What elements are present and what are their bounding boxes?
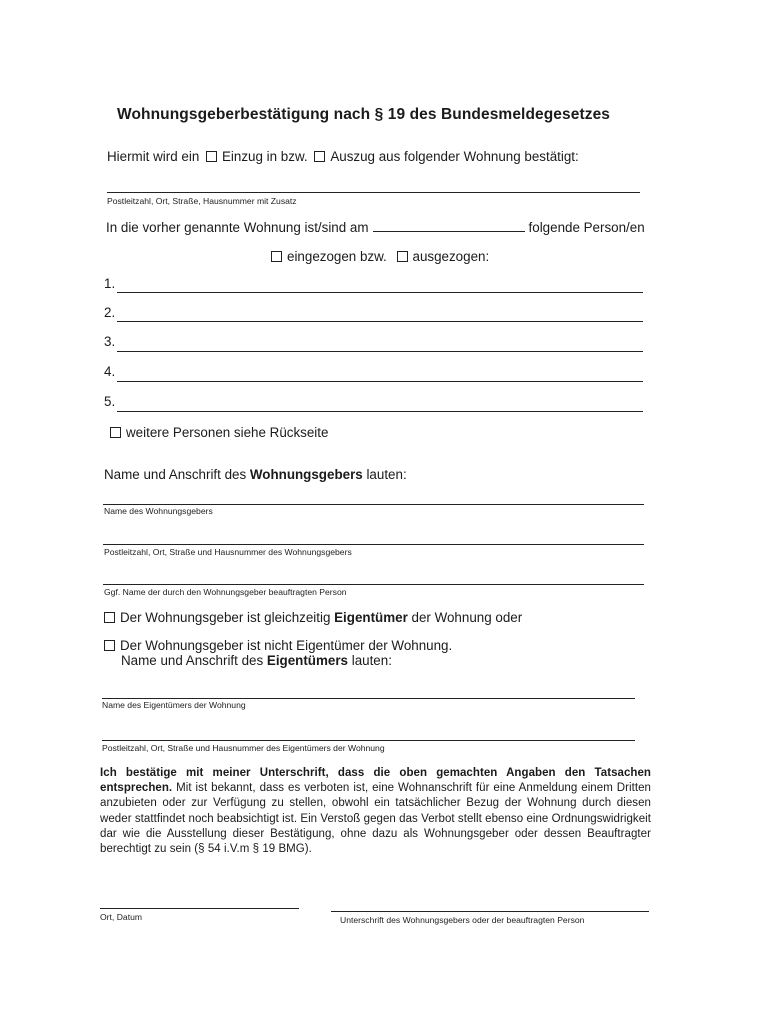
- label-auszug: Auszug aus folgender Wohnung bestätigt:: [330, 149, 579, 164]
- owner-address-field[interactable]: [102, 740, 635, 741]
- agent-name-field[interactable]: [103, 584, 644, 585]
- owner-sub-post: lauten:: [348, 653, 392, 668]
- moved-line: [106, 220, 645, 235]
- more-persons-row: [110, 425, 328, 440]
- landlord-heading-post: lauten:: [362, 467, 407, 482]
- owner-opt1-pre: Der Wohnungsgeber ist gleichzeitig: [120, 610, 335, 625]
- label-ausgezogen: ausgezogen:: [412, 249, 490, 264]
- place-date-caption: Ort, Datum: [100, 912, 143, 922]
- checkbox-auszug[interactable]: [314, 151, 325, 162]
- landlord-address-field[interactable]: [103, 544, 644, 545]
- owner-sub-bold: Eigentümers: [266, 653, 348, 668]
- landlord-name-caption: Name des Wohnungsgebers: [104, 506, 213, 516]
- moved-suffix: folgende Person/en: [528, 220, 645, 235]
- person-field-1[interactable]: [117, 292, 643, 293]
- owner-option-1: [104, 610, 522, 625]
- checkbox-einzug[interactable]: [206, 151, 217, 162]
- label-eingezogen: eingezogen bzw.: [287, 249, 387, 264]
- checkbox-owner-different[interactable]: [104, 640, 115, 651]
- landlord-heading-pre: Name und Anschrift des: [104, 467, 250, 482]
- landlord-heading: [104, 467, 407, 482]
- checkbox-ausgezogen[interactable]: [397, 251, 408, 262]
- agent-name-caption: Ggf. Name der durch den Wohnungsgeber beauftragten Person: [104, 587, 347, 597]
- owner-opt1-bold: Eigentümer: [334, 610, 408, 625]
- person-number-1: 1.: [104, 276, 116, 291]
- checkbox-eingezogen[interactable]: [271, 251, 282, 262]
- person-field-5[interactable]: [117, 411, 643, 412]
- person-number-3: 3.: [104, 334, 116, 349]
- declaration-body: Mit ist bekannt, dass es verboten ist, eine Wohnanschrift für eine Anmeldung einem Dritten anzubieten oder zur Verfügung zu stellen, obwohl ein tatsächlicher Bezug der Wohnung durch diesen weder stattfindet noch beabsichtigt ist. Ein Verstoß gegen das Verbot stellt ebenso eine Ordnungswidrigkeit dar wie die Ausstellung dieser Bestätigung, ohne dazu als Wohnungsgeber oder dessen Beauftragter berechtigt zu sein (§ 54 i.V.m § 19 BMG).: [100, 782, 651, 856]
- landlord-address-caption: Postleitzahl, Ort, Straße und Hausnummer des Wohnungsgebers: [104, 547, 352, 557]
- date-field[interactable]: [373, 220, 525, 232]
- person-field-4[interactable]: [117, 381, 643, 382]
- person-field-3[interactable]: [117, 351, 643, 352]
- checkbox-owner-same[interactable]: [104, 612, 115, 623]
- moved-prefix: In die vorher genannte Wohnung ist/sind am: [106, 220, 369, 235]
- person-field-2[interactable]: [117, 321, 643, 322]
- owner-sub-pre: Name und Anschrift des: [121, 653, 267, 668]
- label-einzug: Einzug in bzw.: [222, 149, 308, 164]
- person-number-2: 2.: [104, 305, 116, 320]
- landlord-heading-bold: Wohnungsgebers: [249, 467, 363, 482]
- person-number-4: 4.: [104, 364, 116, 379]
- signature-caption: Unterschrift des Wohnungsgebers oder der beauftragten Person: [340, 915, 585, 925]
- intro-line: [107, 149, 579, 164]
- landlord-name-field[interactable]: [103, 504, 644, 505]
- owner-address-caption: Postleitzahl, Ort, Straße und Hausnummer des Eigentümers der Wohnung: [102, 743, 385, 753]
- label-more-persons: weitere Personen siehe Rückseite: [126, 425, 329, 440]
- person-number-5: 5.: [104, 394, 116, 409]
- owner-option-2: [104, 638, 452, 653]
- checkbox-more-persons[interactable]: [110, 427, 121, 438]
- page-title: Wohnungsgeberbestätigung nach § 19 des Bundesmeldegesetzes: [117, 106, 611, 123]
- address-field[interactable]: [107, 192, 640, 193]
- owner-name-caption: Name des Eigentümers der Wohnung: [102, 700, 246, 710]
- moved-options: [271, 249, 489, 264]
- owner-sub-heading: [121, 653, 392, 668]
- address-caption: Postleitzahl, Ort, Straße, Hausnummer mit Zusatz: [107, 196, 297, 206]
- owner-opt2-label: Der Wohnungsgeber ist nicht Eigentümer der Wohnung.: [120, 638, 453, 653]
- declaration-paragraph: [100, 766, 651, 857]
- place-date-field[interactable]: [100, 908, 299, 909]
- owner-name-field[interactable]: [102, 698, 635, 699]
- intro-prefix: Hiermit wird ein: [107, 149, 200, 164]
- owner-opt1-post: der Wohnung oder: [407, 610, 523, 625]
- declaration-lead: Ich bestätige mit meiner Unterschrift, dass die oben gemachten Angaben den Tatsachen entsprechen.: [100, 767, 651, 795]
- signature-field[interactable]: [331, 911, 649, 912]
